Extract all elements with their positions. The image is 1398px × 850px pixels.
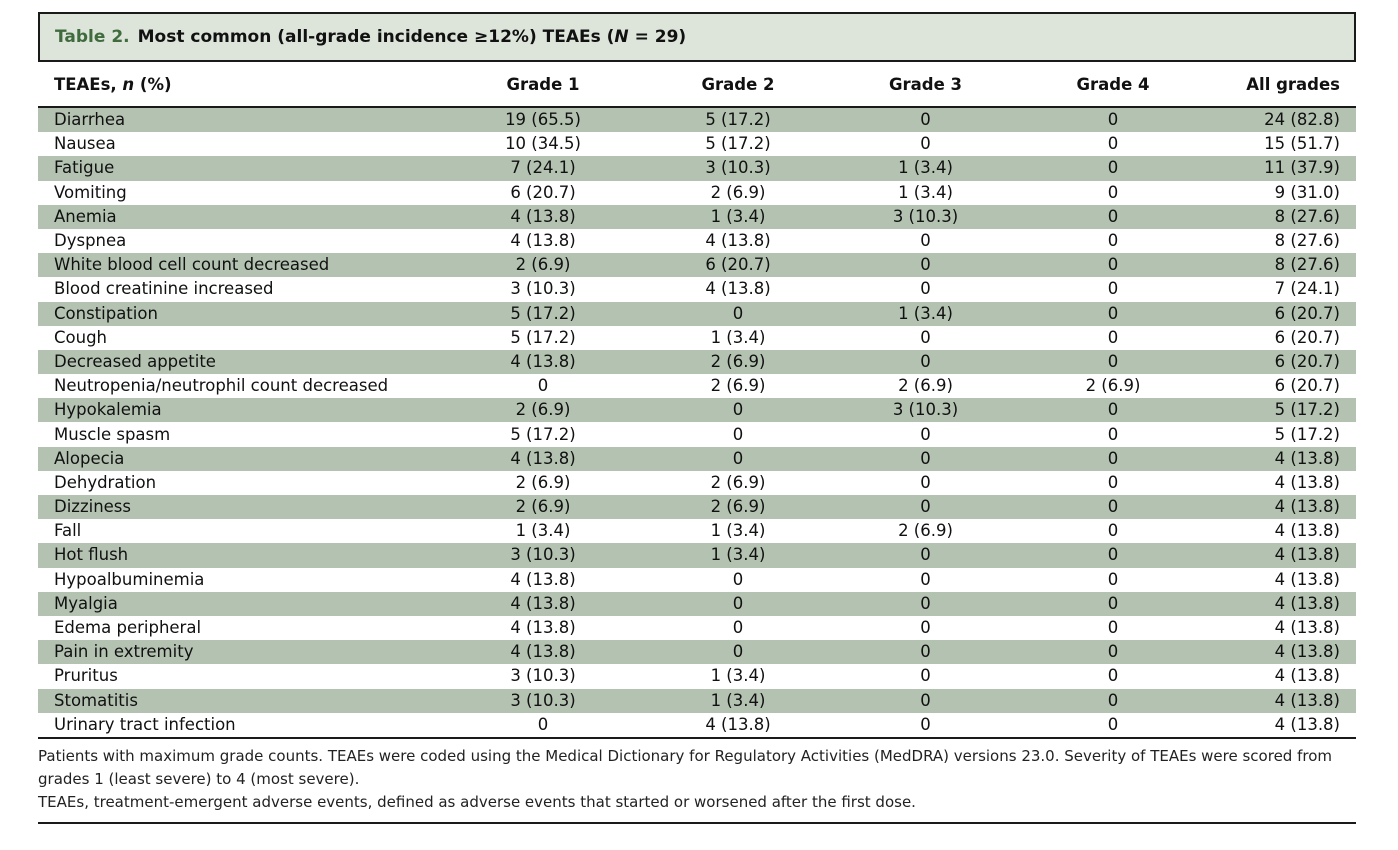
- value-cell: 0: [1033, 107, 1193, 132]
- table-row: [38, 616, 1356, 640]
- value-cell: 3 (10.3): [428, 543, 658, 567]
- value-cell: 2 (6.9): [1085, 376, 1141, 396]
- table-row: [38, 640, 1356, 664]
- value-cell: 4 (13.8): [705, 279, 771, 299]
- teae-name-cell: Cough: [54, 327, 108, 347]
- value-cell: 5 (17.2): [510, 327, 576, 347]
- value-cell: 2 (6.9): [428, 253, 658, 277]
- value-cell: 1 (3.4): [710, 666, 766, 686]
- value-cell: 0: [732, 618, 744, 638]
- value-cell: 4 (13.8): [1274, 521, 1340, 541]
- value-cell: 0: [1107, 327, 1119, 347]
- value-cell: 5 (17.2): [1274, 424, 1340, 444]
- teae-name-cell: Dehydration: [54, 472, 157, 492]
- value-cell: 7 (24.1): [428, 156, 658, 180]
- value-cell: 5 (17.2): [510, 424, 576, 444]
- table-container: [38, 12, 1356, 824]
- value-cell: 2 (6.9): [428, 495, 658, 519]
- value-cell: 4 (13.8): [1274, 618, 1340, 638]
- value-cell: 0: [658, 592, 818, 616]
- value-cell: 0: [1107, 134, 1119, 154]
- value-cell: 2 (6.9): [515, 472, 571, 492]
- value-cell: 0: [920, 134, 931, 154]
- value-cell: 0: [1033, 713, 1193, 738]
- value-cell: 2 (6.9): [898, 521, 953, 541]
- value-cell: 4 (13.8): [1193, 543, 1356, 567]
- value-cell: 0: [920, 666, 931, 686]
- value-cell: 6 (20.7): [1274, 327, 1340, 347]
- value-cell: 4 (13.8): [1193, 640, 1356, 664]
- value-cell: 2 (6.9): [710, 182, 766, 202]
- value-cell: 0: [920, 327, 931, 347]
- value-cell: 0: [1033, 640, 1193, 664]
- value-cell: 4 (13.8): [428, 350, 658, 374]
- teae-name-cell: Edema peripheral: [54, 618, 202, 638]
- table-row: [38, 326, 1356, 350]
- teae-name-cell: Fall: [54, 521, 82, 541]
- value-cell: 4 (13.8): [428, 205, 658, 229]
- value-cell: 0: [920, 472, 931, 492]
- table-row: [38, 519, 1356, 543]
- value-cell: 2 (6.9): [428, 398, 658, 422]
- value-cell: 5 (17.2): [658, 107, 818, 132]
- value-cell: 3 (10.3): [818, 205, 1033, 229]
- teae-name-cell: Hot flush: [38, 543, 428, 567]
- value-cell: 1 (3.4): [658, 205, 818, 229]
- teae-name-cell: Vomiting: [54, 182, 127, 202]
- value-cell: 0: [1033, 543, 1193, 567]
- value-cell: 0: [920, 618, 931, 638]
- teae-name-cell: Alopecia: [38, 447, 428, 471]
- column-header-grade-2: Grade 2: [658, 62, 818, 107]
- value-cell: 0: [1033, 302, 1193, 326]
- value-cell: 0: [818, 543, 1033, 567]
- value-cell: 0: [1033, 205, 1193, 229]
- teae-name-cell: Dizziness: [38, 495, 428, 519]
- value-cell: 4 (13.8): [1274, 569, 1340, 589]
- value-cell: 0: [1107, 279, 1119, 299]
- table-row: [38, 374, 1356, 398]
- column-header-grade-4: Grade 4: [1033, 62, 1193, 107]
- value-cell: 0: [920, 569, 931, 589]
- table-row: [38, 350, 1356, 374]
- table-row: [38, 277, 1356, 301]
- value-cell: 0: [1107, 231, 1119, 251]
- value-cell: 0: [1033, 592, 1193, 616]
- table-row: [38, 713, 1356, 738]
- table-row: [38, 592, 1356, 616]
- table-header-row: [38, 62, 1356, 107]
- value-cell: 0: [1033, 156, 1193, 180]
- teae-name-cell: Fatigue: [38, 156, 428, 180]
- value-cell: 0: [818, 107, 1033, 132]
- value-cell: 5 (17.2): [428, 302, 658, 326]
- value-cell: 4 (13.8): [510, 569, 576, 589]
- footnote-methods: Patients with maximum grade counts. TEAEs were coded using the Medical Dictionary for Regulatory Activities (MedDRA) versions 23.0. Severity of TEAEs were scored from grades 1 (least severe) to 4 (most severe).: [38, 746, 1332, 788]
- value-cell: 0: [920, 424, 931, 444]
- table-row: [38, 107, 1356, 132]
- table-body: [38, 107, 1356, 738]
- column-header-teaes: TEAEs, n (%): [38, 62, 428, 107]
- value-cell: 0: [818, 592, 1033, 616]
- value-cell: 3 (10.3): [510, 666, 576, 686]
- teae-name-cell: Myalgia: [38, 592, 428, 616]
- value-cell: 2 (6.9): [710, 472, 766, 492]
- table-row: [38, 422, 1356, 446]
- teae-name-cell: Anemia: [38, 205, 428, 229]
- value-cell: 4 (13.8): [1274, 472, 1340, 492]
- table-title: Most common (all-grade incidence ≥12%) TEAEs (N = 29): [137, 27, 687, 47]
- value-cell: 0: [1107, 424, 1119, 444]
- table-footnotes: [38, 745, 1356, 814]
- value-cell: 4 (13.8): [1274, 666, 1340, 686]
- value-cell: 0: [1107, 666, 1119, 686]
- table-row: [38, 156, 1356, 180]
- value-cell: 0: [818, 689, 1033, 713]
- value-cell: 0: [1107, 521, 1119, 541]
- value-cell: 2 (6.9): [898, 376, 953, 396]
- value-cell: 0: [920, 231, 931, 251]
- value-cell: 10 (34.5): [505, 134, 581, 154]
- value-cell: 0: [1033, 495, 1193, 519]
- teae-name-cell: Diarrhea: [38, 107, 428, 132]
- value-cell: 0: [1033, 447, 1193, 471]
- teae-name-cell: Stomatitis: [38, 689, 428, 713]
- value-cell: 6 (20.7): [510, 182, 576, 202]
- teae-name-cell: Pruritus: [54, 666, 118, 686]
- column-header-all-grades: All grades: [1193, 62, 1356, 107]
- value-cell: 0: [818, 495, 1033, 519]
- table-title-bar: [38, 12, 1356, 62]
- value-cell: 9 (31.0): [1274, 182, 1340, 202]
- table-row: [38, 447, 1356, 471]
- value-cell: 3 (10.3): [658, 156, 818, 180]
- value-cell: 0: [1033, 689, 1193, 713]
- value-cell: 6 (20.7): [1193, 350, 1356, 374]
- value-cell: 0: [1033, 350, 1193, 374]
- teae-name-cell: Urinary tract infection: [38, 713, 428, 738]
- value-cell: 4 (13.8): [1193, 447, 1356, 471]
- table-row: [38, 302, 1356, 326]
- value-cell: 6 (20.7): [1274, 376, 1340, 396]
- teae-name-cell: Hypoalbuminemia: [54, 569, 205, 589]
- value-cell: 8 (27.6): [1193, 253, 1356, 277]
- value-cell: 4 (13.8): [428, 447, 658, 471]
- table-row: [38, 495, 1356, 519]
- value-cell: 0: [818, 447, 1033, 471]
- teae-name-cell: Muscle spasm: [54, 424, 171, 444]
- column-header-grade-1: Grade 1: [428, 62, 658, 107]
- value-cell: 0: [732, 569, 744, 589]
- teae-name-cell: Nausea: [54, 134, 116, 154]
- value-cell: 0: [920, 279, 931, 299]
- value-cell: 6 (20.7): [1193, 302, 1356, 326]
- teae-name-cell: Neutropenia/neutrophil count decreased: [54, 376, 389, 396]
- value-cell: 11 (37.9): [1193, 156, 1356, 180]
- table-row: [38, 132, 1356, 156]
- teae-name-cell: Hypokalemia: [38, 398, 428, 422]
- table-label: Table 2.: [55, 27, 130, 47]
- value-cell: 0: [818, 350, 1033, 374]
- column-header-grade-3: Grade 3: [818, 62, 1033, 107]
- bottom-rule: [38, 822, 1356, 824]
- value-cell: 0: [818, 253, 1033, 277]
- value-cell: 2 (6.9): [658, 495, 818, 519]
- value-cell: 4 (13.8): [1193, 689, 1356, 713]
- value-cell: 1 (3.4): [818, 302, 1033, 326]
- teae-name-cell: White blood cell count decreased: [38, 253, 428, 277]
- table-row: [38, 664, 1356, 688]
- value-cell: 15 (51.7): [1264, 134, 1340, 154]
- value-cell: 4 (13.8): [1193, 592, 1356, 616]
- value-cell: 2 (6.9): [658, 350, 818, 374]
- table-row: [38, 229, 1356, 253]
- value-cell: 4 (13.8): [510, 618, 576, 638]
- table-row: [38, 471, 1356, 495]
- value-cell: 0: [1033, 253, 1193, 277]
- value-cell: 1 (3.4): [818, 156, 1033, 180]
- value-cell: 0: [658, 640, 818, 664]
- value-cell: 0: [658, 447, 818, 471]
- table-row: [38, 398, 1356, 422]
- value-cell: 4 (13.8): [658, 713, 818, 738]
- value-cell: 1 (3.4): [710, 521, 766, 541]
- table-row: [38, 543, 1356, 567]
- value-cell: 0: [732, 424, 744, 444]
- value-cell: 7 (24.1): [1274, 279, 1340, 299]
- teae-name-cell: Pain in extremity: [38, 640, 428, 664]
- value-cell: 4 (13.8): [1193, 713, 1356, 738]
- footnote-abbreviation: TEAEs, treatment-emergent adverse events, defined as adverse events that started or worsened after the first dose.: [38, 792, 916, 811]
- value-cell: 4 (13.8): [510, 231, 576, 251]
- value-cell: 4 (13.8): [428, 592, 658, 616]
- value-cell: 1 (3.4): [898, 182, 953, 202]
- table-row: [38, 568, 1356, 592]
- value-cell: 3 (10.3): [428, 689, 658, 713]
- value-cell: 1 (3.4): [710, 327, 766, 347]
- value-cell: 1 (3.4): [515, 521, 571, 541]
- value-cell: 0: [537, 376, 549, 396]
- value-cell: 19 (65.5): [428, 107, 658, 132]
- value-cell: 0: [1107, 182, 1119, 202]
- value-cell: 1 (3.4): [658, 689, 818, 713]
- value-cell: 4 (13.8): [705, 231, 771, 251]
- value-cell: 24 (82.8): [1193, 107, 1356, 132]
- teae-name-cell: Blood creatinine increased: [54, 279, 274, 299]
- table-row: [38, 205, 1356, 229]
- teae-name-cell: Decreased appetite: [38, 350, 428, 374]
- table-row: [38, 181, 1356, 205]
- value-cell: 5 (17.2): [705, 134, 771, 154]
- value-cell: 0: [1107, 569, 1119, 589]
- value-cell: 8 (27.6): [1274, 231, 1340, 251]
- value-cell: 3 (10.3): [818, 398, 1033, 422]
- value-cell: 0: [428, 713, 658, 738]
- value-cell: 0: [1107, 472, 1119, 492]
- teae-name-cell: Dyspnea: [54, 231, 127, 251]
- value-cell: 0: [658, 398, 818, 422]
- value-cell: 0: [818, 713, 1033, 738]
- value-cell: 6 (20.7): [658, 253, 818, 277]
- value-cell: 2 (6.9): [710, 376, 766, 396]
- value-cell: 0: [658, 302, 818, 326]
- value-cell: 4 (13.8): [428, 640, 658, 664]
- value-cell: 0: [818, 640, 1033, 664]
- teae-table: [38, 62, 1356, 739]
- table-row: [38, 253, 1356, 277]
- value-cell: 1 (3.4): [658, 543, 818, 567]
- value-cell: 8 (27.6): [1193, 205, 1356, 229]
- teae-name-cell: Constipation: [38, 302, 428, 326]
- value-cell: 4 (13.8): [1193, 495, 1356, 519]
- value-cell: 3 (10.3): [510, 279, 576, 299]
- value-cell: 0: [1033, 398, 1193, 422]
- value-cell: 5 (17.2): [1193, 398, 1356, 422]
- table-row: [38, 689, 1356, 713]
- value-cell: 0: [1107, 618, 1119, 638]
